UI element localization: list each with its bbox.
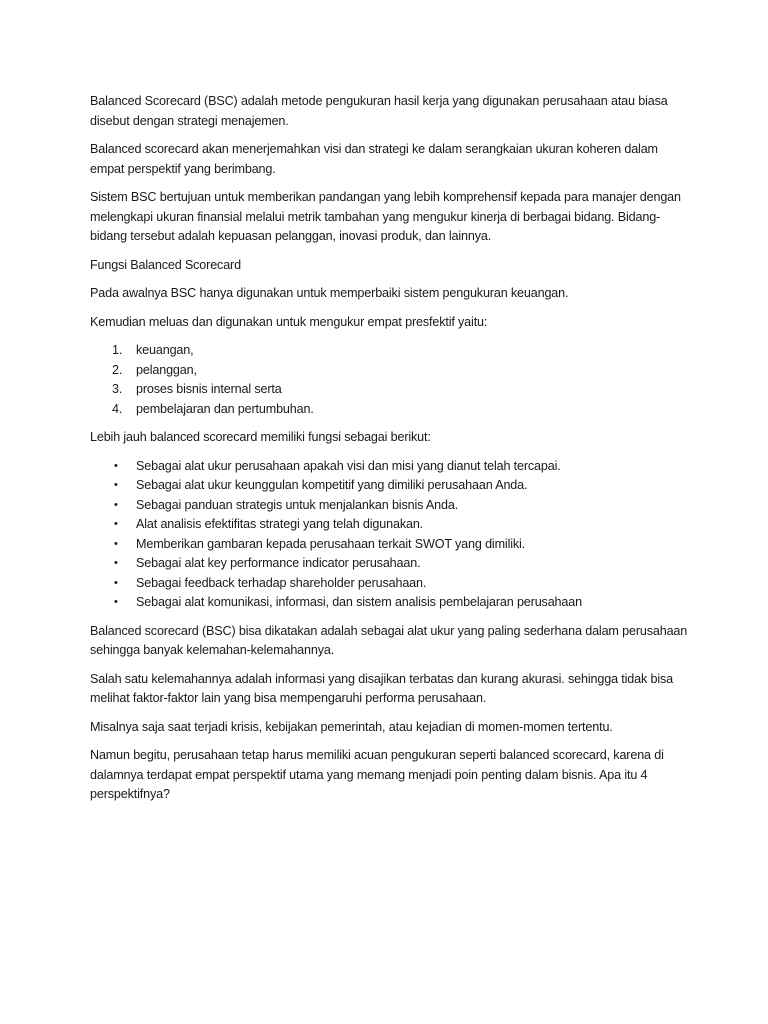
list-item	[90, 457, 690, 477]
bullet-icon: •	[114, 498, 118, 511]
list-item	[90, 554, 690, 574]
bullet-icon: •	[114, 557, 118, 569]
list-item	[90, 535, 690, 555]
list-item	[90, 400, 690, 420]
intro-paragraph-1: Balanced Scorecard (BSC) adalah metode pengukuran hasil kerja yang digunakan perusahaan atau biasa disebut dengan strategi menajemen.	[90, 94, 668, 128]
bullet-icon: •	[114, 537, 118, 550]
bullet-icon: •	[114, 479, 118, 491]
closing-paragraph-4: Namun begitu, perusahaan tetap harus memiliki acuan pengukuran seperti balanced scorecard, karena di dalamnya terdapat empat perspektif utama yang memang menjadi poin penting dalam bisnis. Apa itu 4 perspektifnya?	[90, 748, 664, 801]
list-item-text: proses bisnis internal serta	[136, 382, 282, 396]
bullet-icon: •	[114, 596, 118, 608]
bullet-icon: •	[114, 518, 118, 530]
list-item-text: Sebagai alat ukur keunggulan kompetitif yang dimiliki perusahaan Anda.	[136, 478, 528, 492]
list-item	[90, 361, 690, 381]
functions-intro: Lebih jauh balanced scorecard memiliki fungsi sebagai berikut:	[90, 430, 431, 444]
list-item	[90, 574, 690, 594]
list-item-text: pembelajaran dan pertumbuhan.	[136, 401, 314, 416]
list-item-text: Sebagai panduan strategis untuk menjalankan bisnis Anda.	[136, 497, 459, 512]
list-number: 1.	[112, 343, 123, 357]
list-number: 3.	[112, 382, 123, 396]
list-item-text: Memberikan gambaran kepada perusahaan terkait SWOT yang dimiliki.	[136, 536, 526, 551]
closing-paragraph-3: Misalnya saja saat terjadi krisis, kebijakan pemerintah, atau kejadian di momen-momen tertentu.	[90, 719, 613, 734]
list-item	[90, 515, 690, 535]
perspectives-list	[90, 341, 690, 419]
section-heading: Fungsi Balanced Scorecard	[90, 257, 241, 272]
list-item-text: Sebagai alat key performance indicator perusahaan.	[136, 556, 421, 570]
list-item-text: Sebagai feedback terhadap shareholder perusahaan.	[136, 575, 427, 590]
bullet-icon: •	[114, 459, 118, 472]
bullet-icon: •	[114, 576, 118, 589]
document-page	[90, 92, 690, 814]
list-item	[90, 593, 690, 613]
list-item	[90, 496, 690, 516]
list-number: 2.	[112, 362, 123, 377]
list-item	[90, 380, 690, 400]
list-number: 4.	[112, 401, 123, 416]
function-paragraph-1: Pada awalnya BSC hanya digunakan untuk memperbaiki sistem pengukuran keuangan.	[90, 286, 569, 300]
intro-paragraph-3: Sistem BSC bertujuan untuk memberikan pandangan yang lebih komprehensif kepada para manajer dengan melengkapi ukuran finansial melalui metrik tambahan yang mengukur kinerja di berbagai bidang. Bidang-bidang tersebut adalah kepuasan pelanggan, inovasi produk, dan lainnya.	[90, 190, 681, 243]
closing-paragraph-1: Balanced scorecard (BSC) bisa dikatakan adalah sebagai alat ukur yang paling sederhana dalam perusahaan sehingga banyak kelemahan-kelemahannya.	[90, 623, 688, 657]
list-item	[90, 476, 690, 496]
closing-paragraph-2: Salah satu kelemahannya adalah informasi yang disajikan terbatas dan kurang akurasi. sehingga tidak bisa melihat faktor-faktor lain yang bisa mempengaruhi performa perusahaan.	[90, 671, 673, 705]
list-item-text: pelanggan,	[136, 362, 197, 377]
list-item-text: keuangan,	[136, 343, 194, 357]
list-item-text: Sebagai alat ukur perusahaan apakah visi dan misi yang dianut telah tercapai.	[136, 458, 561, 473]
list-item-text: Sebagai alat komunikasi, informasi, dan sistem analisis pembelajaran perusahaan	[136, 595, 582, 609]
function-paragraph-2: Kemudian meluas dan digunakan untuk mengukur empat presfektif yaitu:	[90, 314, 488, 329]
intro-paragraph-2: Balanced scorecard akan menerjemahkan visi dan strategi ke dalam serangkaian ukuran koheren dalam empat perspektif yang berimbang.	[90, 142, 658, 176]
list-item-text: Alat analisis efektifitas strategi yang telah digunakan.	[136, 517, 424, 531]
functions-list	[90, 457, 690, 613]
list-item	[90, 341, 690, 361]
